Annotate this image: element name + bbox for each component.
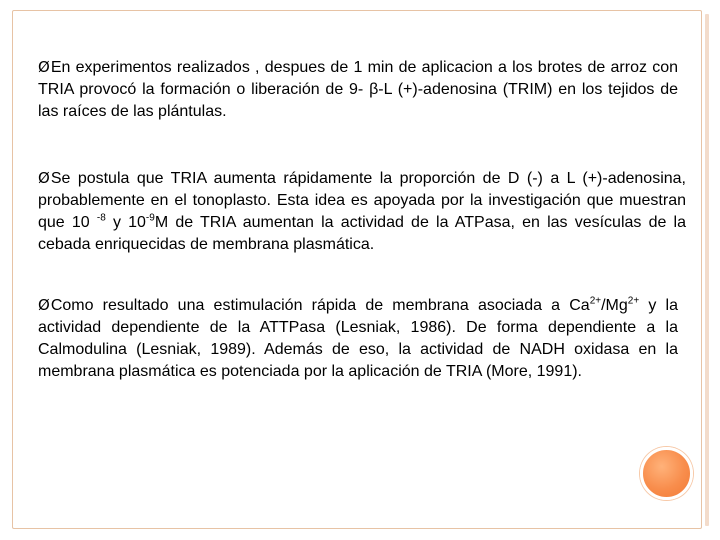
bullet-item-2	[38, 167, 686, 256]
bullet-text-2a: Se postula que TRIA aumenta rápidamente la proporción de D (-) a L (+)-adenosina, probablemente en el tonoplasto. Esta idea es apoyada por la investigación que muestran que 10	[38, 170, 686, 231]
superscript-mg: 2+	[627, 295, 640, 307]
bullet-text-2c: M de TRIA aumentan la actividad de la ATPasa, en las vesículas de la cebada enriquecidas de membrana plasmática.	[38, 214, 687, 253]
bullet-text-2b: y 10	[105, 214, 146, 231]
decorative-orange-circle	[640, 447, 693, 500]
bullet-marker-icon: Ø	[38, 296, 50, 314]
exponent-1: -8	[96, 212, 106, 224]
bullet-text-1: En experimentos realizados , despues de 1 min de aplicacion a los brotes de arroz con TRIA provocó la formación o liberación de 9- β-L (+)-adenosina (TRIM) en los tejidos de las raíces de las plántulas.	[38, 59, 678, 120]
bullet-item-1	[38, 56, 678, 123]
bullet-text-3b: /Mg	[601, 297, 628, 314]
bullet-item-3	[38, 294, 678, 383]
bullet-text-3c: y la actividad dependiente de la ATTPasa (Lesniak, 1986). De forma dependiente a la Calmodulina (Lesniak, 1989). Además de eso, la actividad de NADH oxidasa en la membrana plasmática es potenciada por la aplicación de TRIA (More, 1991).	[38, 297, 678, 380]
frame-edge-accent	[705, 14, 709, 526]
superscript-ca: 2+	[589, 295, 602, 307]
exponent-2: -9	[145, 212, 155, 224]
bullet-marker-icon: Ø	[38, 169, 50, 187]
bullet-text-3a: Como resultado una estimulación rápida de membrana asociada a Ca	[50, 297, 590, 314]
bullet-marker-icon: Ø	[38, 58, 50, 76]
